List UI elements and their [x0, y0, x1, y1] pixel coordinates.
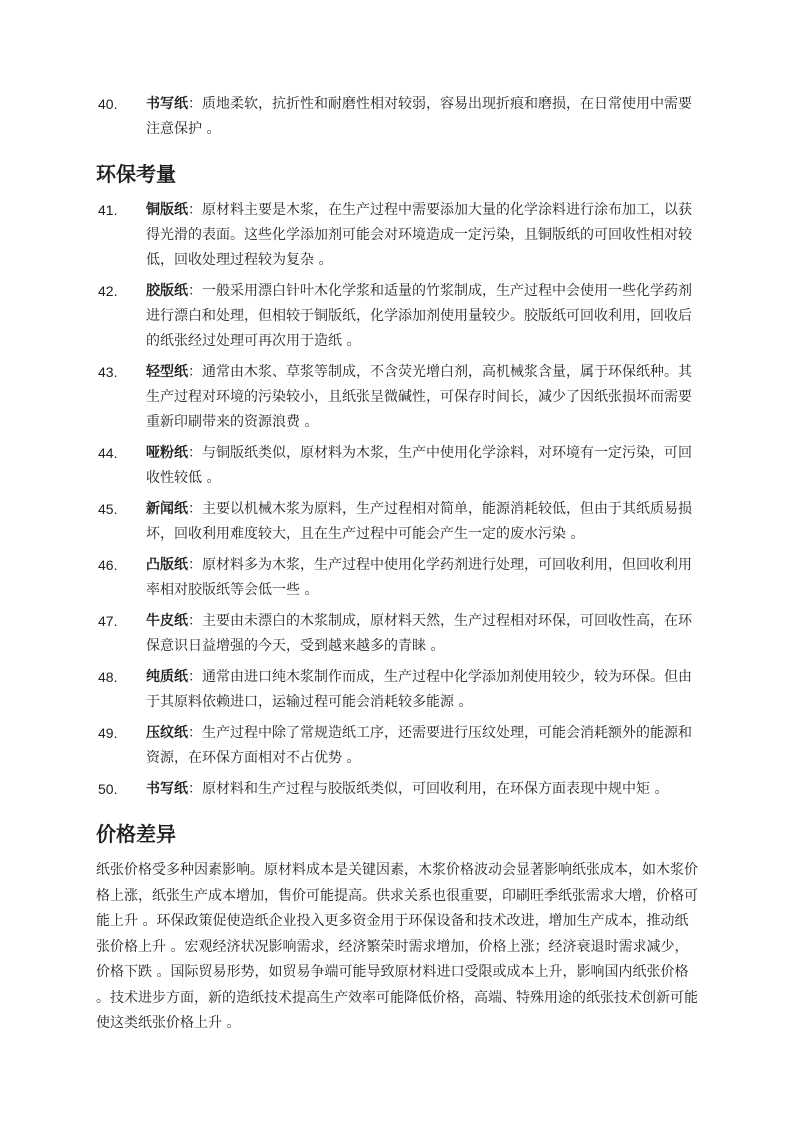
list-item [96, 497, 700, 547]
item-number: 50. [98, 781, 118, 797]
item-term: 凸版纸 [146, 557, 188, 573]
item-number: 41. [98, 202, 118, 218]
list-item [96, 609, 700, 659]
item-body [146, 777, 700, 802]
item-body [146, 665, 700, 715]
item-body [146, 198, 700, 273]
item-text: ：一般采用漂白针叶木化学浆和适量的竹浆制成，生产过程中会使用一些化学药剂进行漂白和处理，但相较于铜版纸，化学添加剂使用量较少。胶版纸可回收利用，回收后的纸张经过处理可再次用于造纸 。 [146, 283, 692, 349]
item-number: 40. [98, 96, 118, 112]
list-item [96, 553, 700, 603]
item-term: 哑粉纸 [146, 445, 188, 461]
list-item [96, 777, 700, 802]
item-term: 压纹纸 [146, 725, 188, 741]
item-body [146, 721, 700, 771]
item-text: ：原材料和生产过程与胶版纸类似，可回收利用，在环保方面表现中规中矩 。 [188, 781, 669, 797]
item-term: 铜版纸 [146, 202, 188, 218]
item-body [146, 497, 700, 547]
list-item [96, 441, 700, 491]
item-text: ：与铜版纸类似，原材料为木浆，生产中使用化学涂料，对环境有一定污染，可回收性较低 。 [146, 445, 692, 486]
item-number: 47. [98, 613, 118, 629]
item-text: ：主要以机械木浆为原料，生产过程相对简单，能源消耗较低，但由于其纸质易损坏，回收利用难度较大，且在生产过程中可能会产生一定的废水污染 。 [146, 501, 692, 542]
item-term: 新闻纸 [146, 501, 188, 517]
item-number: 49. [98, 725, 118, 741]
item-term: 纯质纸 [146, 669, 188, 685]
list-item [96, 92, 700, 142]
section-heading-environment: 环保考量 [96, 162, 176, 186]
item-term: 牛皮纸 [146, 613, 188, 629]
item-text: ：主要由未漂白的木浆制成，原材料天然，生产过程相对环保，可回收性高，在环保意识日益增强的今天，受到越来越多的青睐 。 [146, 613, 692, 654]
list-item [96, 198, 700, 273]
item-number: 46. [98, 557, 118, 573]
item-number: 44. [98, 445, 118, 461]
item-text: ：通常由木浆、草浆等制成，不含荧光增白剂，高机械浆含量，属于环保纸种。其生产过程对环境的污染较小，且纸张呈微碱性，可保存时间长，减少了因纸张损坏而需要重新印刷带来的资源浪费 。 [146, 364, 692, 430]
price-paragraph: 纸张价格受多种因素影响。原材料成本是关键因素，木浆价格波动会显著影响纸张成本，如木浆价格上涨，纸张生产成本增加，售价可能提高。供求关系也很重要，印刷旺季纸张需求大增，价格可能上升 。环保政策促使造纸企业投入更多资金用于环保设备和技术改进，增加生产成本，推动纸张价格上升 。宏观经济状况影响需求，经济繁荣时需求增加，价格上涨；经济衰退时需求减少，价格下跌 。国际贸易形势，如贸易争端可能导致原材料进口受限或成本上升，影响国内纸张价格 。技术进步方面，新的造纸技术提高生产效率可能降低价格，高端、特殊用途的纸张技术创新可能使这类纸张价格上升 。 [96, 862, 698, 1031]
item-term: 书写纸 [146, 96, 188, 112]
item-number: 42. [98, 283, 118, 299]
list-item [96, 721, 700, 771]
item-text: ：原材料多为木浆，生产过程中使用化学药剂进行处理，可回收利用，但回收利用率相对胶版纸等会低一些 。 [146, 557, 692, 598]
item-term: 胶版纸 [146, 283, 188, 299]
list-item [96, 279, 700, 354]
item-term: 轻型纸 [146, 364, 188, 380]
item-body [146, 553, 700, 603]
item-body [146, 279, 700, 354]
item-body [146, 441, 700, 491]
item-text: ：生产过程中除了常规造纸工序，还需要进行压纹处理，可能会消耗额外的能源和资源，在环保方面相对不占优势 。 [146, 725, 692, 766]
item-body [146, 360, 700, 435]
item-body [146, 609, 700, 659]
item-term: 书写纸 [146, 781, 188, 797]
item-text: ：通常由进口纯木浆制作而成，生产过程中化学添加剂使用较少，较为环保。但由于其原料依赖进口，运输过程可能会消耗较多能源 。 [146, 669, 692, 710]
document-page [96, 92, 700, 1037]
list-item [96, 665, 700, 715]
list-item [96, 360, 700, 435]
item-text: ：原材料主要是木浆，在生产过程中需要添加大量的化学涂料进行涂布加工，以获得光滑的表面。这些化学添加剂可能会对环境造成一定污染，且铜版纸的可回收性相对较低，回收处理过程较为复杂 。 [146, 202, 692, 268]
item-body [146, 92, 700, 142]
item-number: 45. [98, 501, 118, 517]
item-number: 43. [98, 364, 118, 380]
section-heading-price: 价格差异 [96, 822, 176, 846]
item-number: 48. [98, 669, 118, 685]
item-text: ：质地柔软，抗折性和耐磨性相对较弱，容易出现折痕和磨损，在日常使用中需要注意保护 。 [146, 96, 692, 137]
